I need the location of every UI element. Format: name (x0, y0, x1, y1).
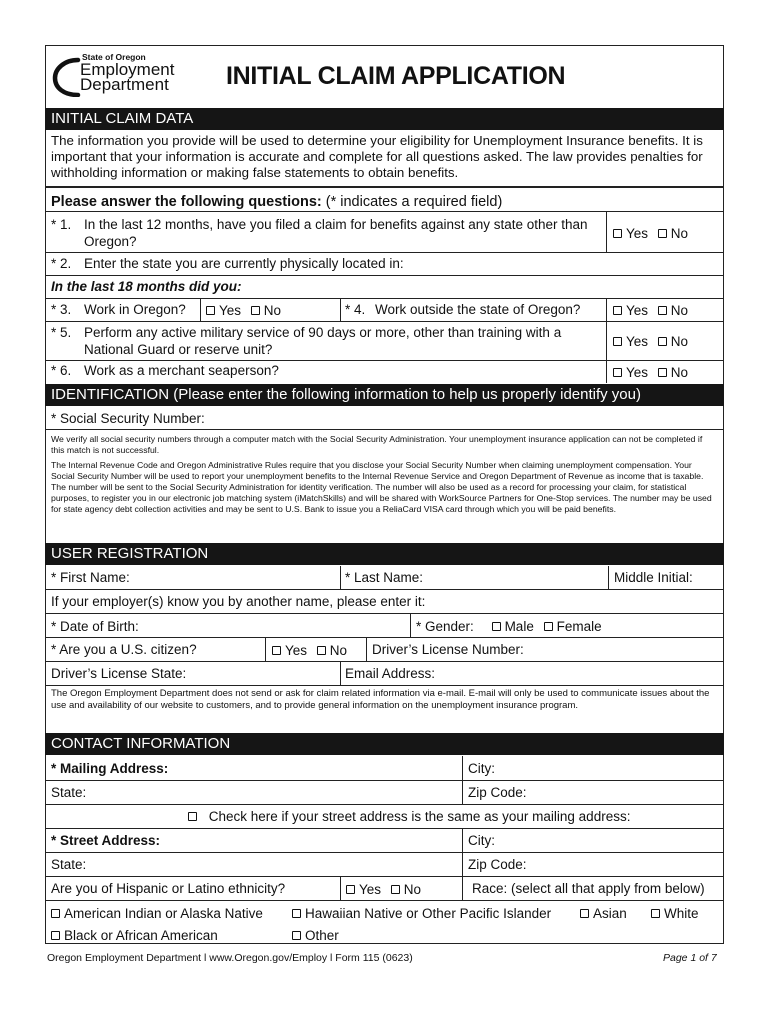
race-other (292, 928, 339, 944)
race-white-label: White (664, 906, 699, 921)
race-hawaiian-label: Hawaiian Native or Other Pacific Islander (305, 906, 552, 921)
same-address-checkbox[interactable] (188, 812, 197, 821)
q4-no-label: No (670, 303, 689, 318)
female-checkbox[interactable] (544, 622, 553, 631)
race-asian (580, 906, 627, 922)
citizen-options (272, 643, 347, 659)
hispanic-no-label: No (403, 882, 422, 897)
divider (45, 828, 724, 829)
q4-no-checkbox[interactable] (658, 306, 667, 315)
q4-yes-checkbox[interactable] (613, 306, 622, 315)
logo-line-2: Department (80, 75, 169, 94)
gender-label: * Gender: (416, 619, 474, 634)
divider (45, 852, 724, 853)
divider (45, 211, 724, 212)
street-address-label[interactable]: * Street Address: (51, 833, 161, 848)
citizen-yes-label: Yes (285, 643, 308, 658)
last-name-label[interactable]: * Last Name: (345, 570, 424, 585)
hispanic-no-checkbox[interactable] (391, 885, 400, 894)
divider (366, 638, 367, 661)
hispanic-yes-label: Yes (359, 882, 382, 897)
gender-row (416, 619, 602, 635)
section-header-initial-claim: INITIAL CLAIM DATA (45, 108, 724, 130)
mailing-address-label[interactable]: * Mailing Address: (51, 761, 169, 776)
race-american-indian (51, 906, 263, 922)
q4-number: * 4. (345, 302, 366, 317)
q6-number: * 6. (51, 363, 72, 378)
divider (45, 780, 724, 781)
divider (200, 299, 201, 321)
page-title: INITIAL CLAIM APPLICATION (226, 62, 566, 90)
email-label[interactable]: Email Address: (345, 666, 436, 681)
q1-yes-label: Yes (626, 226, 649, 241)
q5-text-line-1: Perform any active military service of 90 days or more, other than training with a (84, 325, 562, 340)
divider (45, 876, 724, 877)
state-label[interactable]: State: (51, 785, 87, 800)
hispanic-yes-checkbox[interactable] (346, 885, 355, 894)
hispanic-options (346, 882, 421, 898)
divider (45, 186, 724, 188)
q2-number: * 2. (51, 256, 72, 271)
q6-no-label: No (670, 365, 689, 380)
q3-no-checkbox[interactable] (251, 306, 260, 315)
race-label: Race: (select all that apply from below) (472, 881, 705, 896)
other-name-label[interactable]: If your employer(s) know you by another name, please enter it: (51, 594, 426, 609)
initial-claim-intro: The information you provide will be used to determine your eligibility for Unemployment Insurance benefits. It is important that your information is accurate and complete for all questions asked. The law provides penalties for withholding information or making false statements to obtain benefits. (51, 133, 703, 180)
q5-options (613, 334, 688, 350)
city-label[interactable]: City: (468, 761, 495, 776)
ssn-irs-notice: The Internal Revenue Code and Oregon Administrative Rules require that you disclose your Social Security Number when claiming unemployment compensation. Your Social Security Number will be used to report your unemployment benefits to the Internal Revenue Service and Oregon Department of Revenue as income that is taxable. The number will be sent to the Social Security Administration for identity verification. The number will also be used as a record for processing your claim, for statistical purposes, to register you in our electronic job matching system (iMatchSkills) and will be shared with WorkSource Partners for One-Stop services. The number may be used for state agency debt collection activities and may be sent to U.S. Bank to issue you a ReliaCard VISA card through which you will be paid benefits. (51, 460, 712, 514)
logo-line-1: Employment (80, 60, 175, 79)
questions-subheading: In the last 18 months did you: (51, 279, 242, 294)
q4-options (613, 303, 688, 319)
q6-yes-checkbox[interactable] (613, 368, 622, 377)
divider (608, 566, 609, 589)
q1-options (613, 226, 688, 242)
divider (45, 589, 724, 590)
q1-number: * 1. (51, 217, 72, 232)
q3-yes-label: Yes (219, 303, 242, 318)
race-hawaiian-checkbox[interactable] (292, 909, 301, 918)
divider (45, 429, 724, 430)
identification-header-note: (Please enter the following information to help us properly identify you) (173, 386, 641, 403)
divider (45, 252, 724, 253)
section-header-identification (45, 384, 724, 406)
divider (606, 212, 607, 252)
q1-text-line-1: In the last 12 months, have you filed a claim for benefits against any state other than (84, 217, 588, 232)
questions-heading-bold: Please answer the following questions: (51, 194, 322, 210)
divider (45, 298, 724, 299)
race-black-checkbox[interactable] (51, 931, 60, 940)
q3-no-label: No (263, 303, 282, 318)
race-american-indian-label: American Indian or Alaska Native (64, 906, 263, 921)
dob-label[interactable]: * Date of Birth: (51, 619, 139, 634)
dl-state-label[interactable]: Driver’s License State: (51, 666, 187, 681)
q5-yes-label: Yes (626, 334, 649, 349)
divider (45, 613, 724, 614)
divider (45, 275, 724, 276)
race-hawaiian (292, 906, 551, 922)
footer-left: Oregon Employment Department l www.Oregon.gov/Employ l Form 115 (0623) (47, 952, 413, 964)
q6-yes-label: Yes (626, 365, 649, 380)
questions-heading (51, 194, 502, 210)
divider (45, 804, 724, 805)
q6-no-checkbox[interactable] (658, 368, 667, 377)
q3-options (206, 303, 281, 319)
section-header-user-registration: USER REGISTRATION (45, 543, 724, 565)
race-other-label: Other (305, 928, 339, 943)
same-address-row (188, 809, 630, 825)
divider (45, 900, 724, 901)
q1-no-checkbox[interactable] (658, 229, 667, 238)
race-white-checkbox[interactable] (651, 909, 660, 918)
divider (45, 360, 724, 361)
divider (340, 299, 341, 321)
race-black-label: Black or African American (64, 928, 218, 943)
female-label: Female (556, 619, 602, 634)
citizen-no-checkbox[interactable] (317, 646, 326, 655)
q4-text: Work outside the state of Oregon? (375, 302, 581, 317)
q4-yes-label: Yes (626, 303, 649, 318)
citizen-no-label: No (329, 643, 348, 658)
q5-no-label: No (670, 334, 689, 349)
q3-number: * 3. (51, 302, 72, 317)
zip-label[interactable]: Zip Code: (468, 785, 527, 800)
state2-label[interactable]: State: (51, 857, 87, 872)
divider (45, 321, 724, 322)
zip2-label[interactable]: Zip Code: (468, 857, 527, 872)
middle-initial-label[interactable]: Middle Initial: (614, 570, 693, 585)
divider (340, 877, 341, 900)
race-other-checkbox[interactable] (292, 931, 301, 940)
divider (462, 877, 463, 900)
ssn-verify-notice: We verify all social security numbers through a computer match with the Social Security Administration. Your unemployment insurance application can not be completed if this match is not successful. (51, 434, 703, 455)
male-checkbox[interactable] (492, 622, 501, 631)
q6-text: Work as a merchant seaperson? (84, 363, 279, 378)
questions-heading-note: (* indicates a required field) (325, 194, 503, 210)
ssn-label[interactable]: * Social Security Number: (51, 411, 205, 426)
q5-yes-checkbox[interactable] (613, 337, 622, 346)
race-asian-checkbox[interactable] (580, 909, 589, 918)
divider (340, 662, 341, 685)
male-label: Male (504, 619, 534, 634)
q5-text-line-2: National Guard or reserve unit? (84, 342, 273, 357)
q6-options (613, 365, 688, 381)
q5-number: * 5. (51, 325, 72, 340)
q3-text: Work in Oregon? (84, 302, 186, 317)
section-header-contact: CONTACT INFORMATION (45, 733, 724, 755)
dl-number-label[interactable]: Driver’s License Number: (372, 642, 524, 657)
race-white (651, 906, 699, 922)
divider (410, 614, 411, 637)
divider (45, 685, 724, 686)
footer-page-number: Page 1 of 7 (663, 952, 717, 964)
q1-no-label: No (670, 226, 689, 241)
race-american-indian-checkbox[interactable] (51, 909, 60, 918)
divider (45, 661, 724, 662)
logo-state-text: State of Oregon (82, 52, 146, 62)
divider (45, 637, 724, 638)
divider (606, 322, 607, 360)
divider (265, 638, 266, 661)
race-asian-label: Asian (593, 906, 627, 921)
divider (340, 566, 341, 589)
same-address-label: Check here if your street address is the same as your mailing address: (208, 809, 631, 824)
citizen-label: * Are you a U.S. citizen? (51, 642, 197, 657)
q5-no-checkbox[interactable] (658, 337, 667, 346)
identification-header-bold: IDENTIFICATION (51, 386, 170, 403)
oregon-employment-logo-icon (52, 57, 82, 97)
q3-yes-checkbox[interactable] (206, 306, 215, 315)
hispanic-label: Are you of Hispanic or Latino ethnicity? (51, 881, 286, 896)
divider (606, 361, 607, 383)
city2-label[interactable]: City: (468, 833, 495, 848)
divider (606, 299, 607, 321)
q1-text-line-2: Oregon? (84, 234, 137, 249)
q1-yes-checkbox[interactable] (613, 229, 622, 238)
citizen-yes-checkbox[interactable] (272, 646, 281, 655)
race-black (51, 928, 218, 944)
q2-text[interactable]: Enter the state you are currently physically located in: (84, 256, 404, 271)
first-name-label[interactable]: * First Name: (51, 570, 130, 585)
email-notice: The Oregon Employment Department does not send or ask for claim related information via e-mail. E-mail will only be used to communicate issues about the use and availability of our website to customers, and to provide general information on the unemployment insurance program. (51, 688, 710, 711)
